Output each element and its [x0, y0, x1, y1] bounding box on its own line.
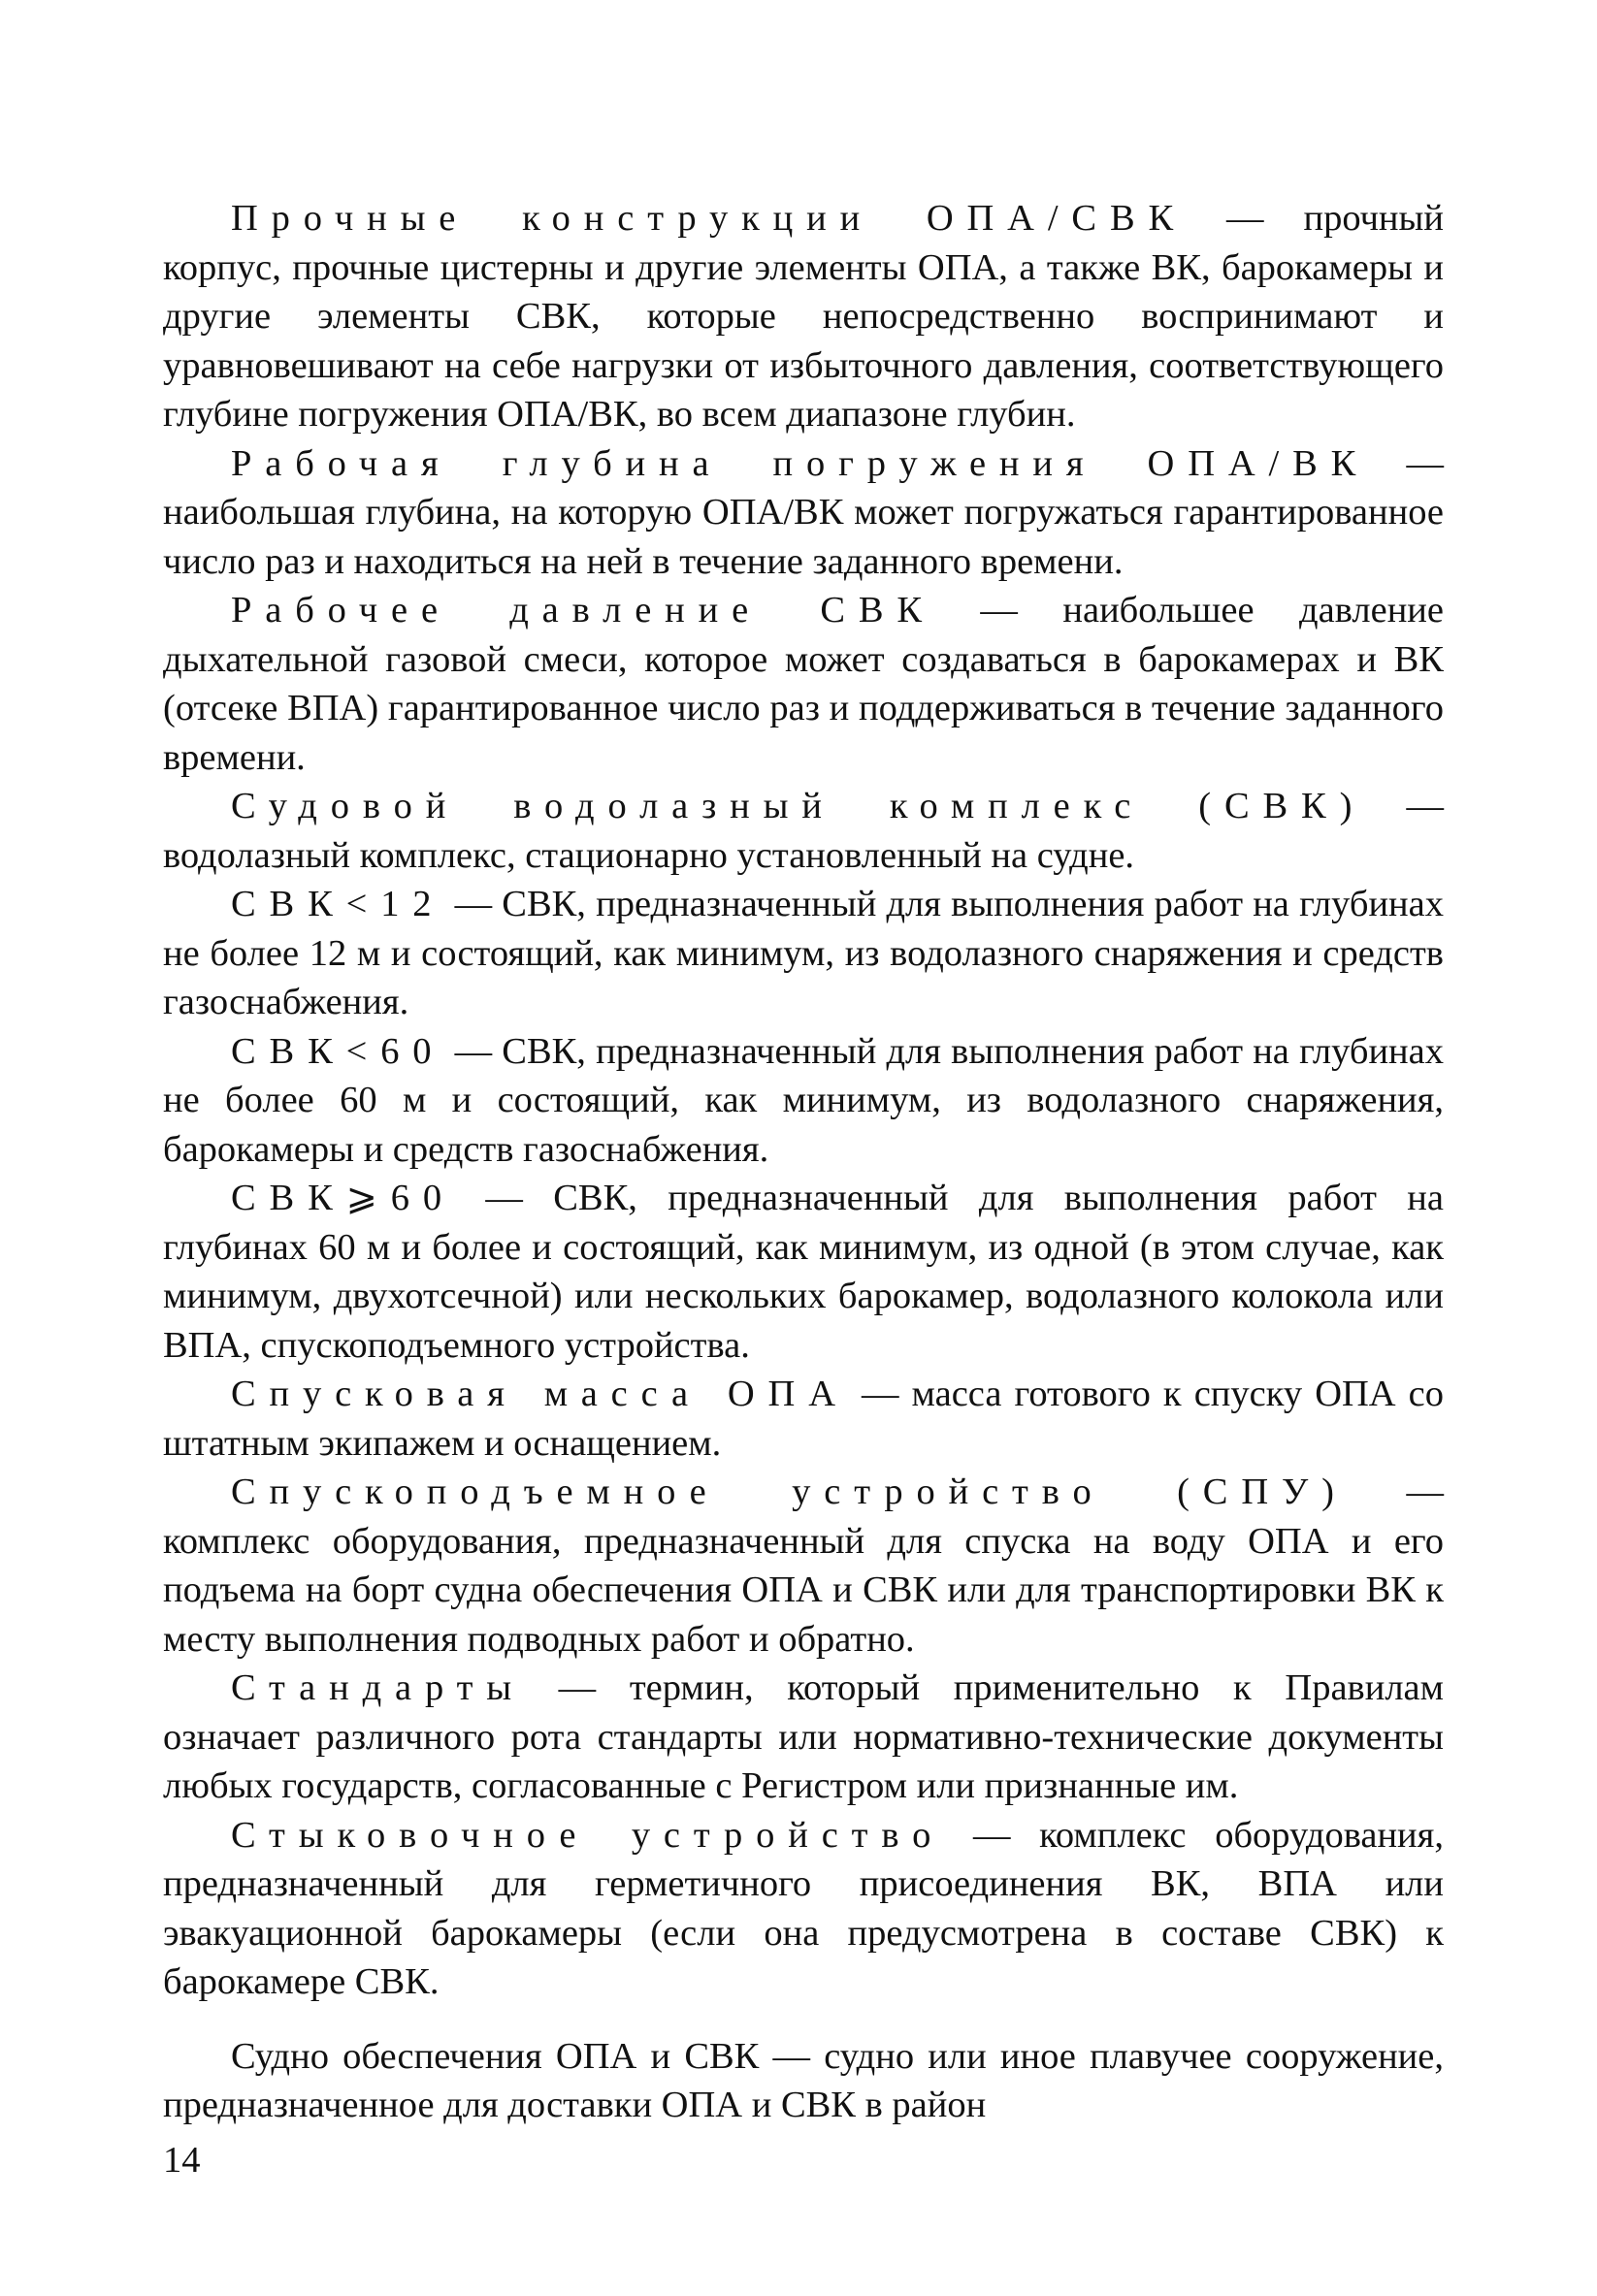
definition-term: Рабочая глубина погружения ОПА/ВК — [231, 442, 1370, 484]
definition-paragraph — [163, 1468, 1444, 1664]
paragraph-spacer — [163, 2007, 1444, 2032]
definition-text: — наибольшее давление дыхательной газовой смеси, которое может создаваться в барокамерах и ВК (отсеке ВПА) гарантированное число раз и поддерживаться в течение заданного времени. — [163, 590, 1444, 778]
page-number: 14 — [163, 2140, 201, 2181]
definition-paragraph — [163, 782, 1444, 880]
definition-term: Спусковая масса ОПА — [231, 1374, 849, 1414]
definition-term: Прочные конструкции ОПА/СВК — [231, 198, 1188, 239]
definition-term: Рабочее давление СВК — [231, 590, 935, 631]
definition-text: — СВК, предназначенный для выполнения работ на глубинах не более 12 м и состоящий, как минимум, из водолазного снаряжения и средств газоснабжения. — [163, 884, 1444, 1022]
definition-term: Спускоподъемное устройство (СПУ) — [231, 1471, 1348, 1512]
definition-text: — комплекс оборудования, предназначенный для герметичного присоединения ВК, ВПА или эвакуационной барокамеры (если она предусмотрена в составе СВК) к барокамере СВК. — [163, 1814, 1444, 2002]
definition-text: — СВК, предназначенный для выполнения работ на глубинах 60 м и более и состоящий, как минимум, из одной (в этом случае, как минимум, двухотсечной) или нескольких барокамер, водолазного колокола или ВПА, спускоподъемного устройства. — [163, 1178, 1444, 1366]
definition-paragraph — [163, 1027, 1444, 1175]
definition-term: СВК<60 — [231, 1030, 445, 1072]
definition-text: — масса готового к спуску ОПА со штатным экипажем и оснащением. — [163, 1374, 1444, 1464]
definition-term: СВК⩾60 — [231, 1178, 455, 1218]
document-page — [163, 194, 1444, 2130]
definition-paragraph — [163, 439, 1444, 587]
definition-paragraph — [163, 1370, 1444, 1468]
definition-term: Судовой водолазный комплекс (СВК) — [231, 786, 1366, 826]
definition-paragraph — [163, 194, 1444, 439]
definition-text: — прочный корпус, прочные цистерны и другие элементы ОПА, а также ВК, барокамеры и другие элементы СВК, которые непосредственно воспринимают и уравновешивают на себе нагрузки от избыточного давления, соответствующего глубине погружения ОПА/ВК, во всем диапазоне глубин. — [163, 198, 1445, 435]
definition-term: СВК<12 — [231, 884, 445, 924]
definition-text: — СВК, предназначенный для выполнения работ на глубинах не более 60 м и состоящий, как минимум, из водолазного снаряжения, барокамеры и средств газоснабжения. — [163, 1030, 1444, 1170]
definition-paragraph — [163, 1664, 1444, 1811]
definition-paragraph — [163, 880, 1444, 1027]
definition-paragraph — [163, 1174, 1444, 1370]
definition-term: Стандарты — [231, 1667, 526, 1708]
definition-paragraph — [163, 2032, 1444, 2130]
definition-paragraph — [163, 586, 1444, 782]
definition-text: Судно обеспечения ОПА и СВК — судно или иное плавучее сооружение, предназначенное для доставки ОПА и СВК в район — [163, 2035, 1444, 2125]
definition-text: — водолазный комплекс, стационарно установленный на судне. — [163, 786, 1444, 876]
definition-text: — наибольшая глубина, на которую ОПА/ВК может погружаться гарантированное число раз и находиться на ней в течение заданного времени. — [163, 442, 1444, 582]
definition-term: Стыковочное устройство — [231, 1814, 945, 1856]
definition-paragraph — [163, 1811, 1444, 2007]
definition-text: — комплекс оборудования, предназначенный для спуска на воду ОПА и его подъема на борт судна обеспечения ОПА и СВК или для транспортировки ВК к месту выполнения подводных работ и обратно. — [163, 1471, 1444, 1660]
definition-text: — термин, который применительно к Правилам означает различного рота стандарты или нормативно-технические документы любых государств, согласованные с Регистром или признанные им. — [163, 1667, 1444, 1806]
